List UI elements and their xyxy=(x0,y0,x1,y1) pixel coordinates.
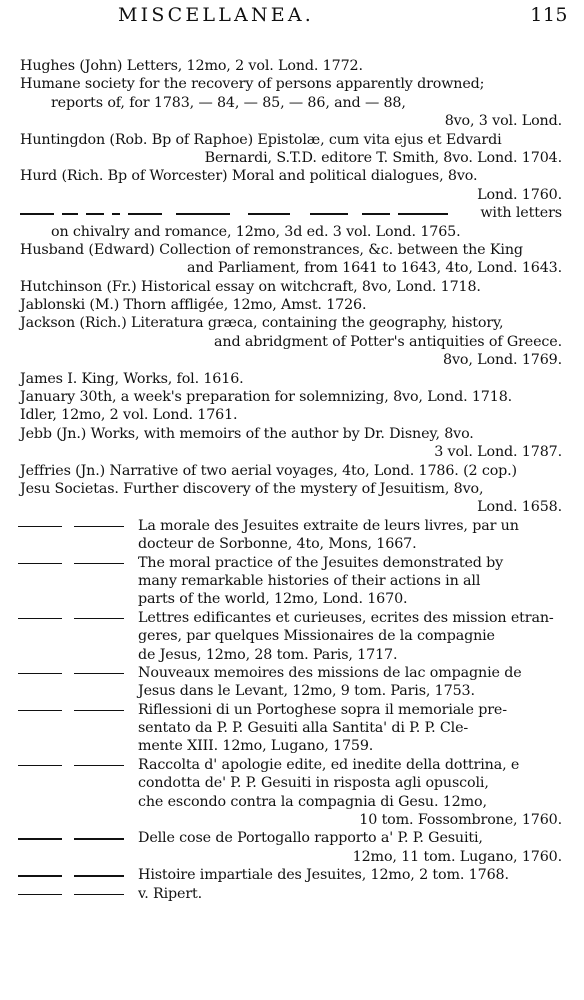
ditto-dash xyxy=(74,526,124,528)
entry-text: 3 vol. Lond. 1787. xyxy=(434,444,562,461)
ditto-dash xyxy=(86,213,104,215)
ditto-dash xyxy=(248,213,290,215)
index-line xyxy=(0,756,584,774)
ditto-dash xyxy=(74,838,124,840)
index-line xyxy=(0,682,584,700)
ditto-dash xyxy=(362,213,390,215)
index-line xyxy=(0,498,584,516)
index-line xyxy=(0,811,584,829)
entry-text: and abridgment of Potter's antiquities of Greece. xyxy=(214,333,562,350)
index-line xyxy=(0,259,584,277)
index-line xyxy=(0,370,584,388)
ditto-dash xyxy=(128,213,162,215)
entry-text: many remarkable histories of their actions in all xyxy=(138,572,481,589)
index-line xyxy=(0,885,584,903)
entry-text: Lond. 1760. xyxy=(477,186,562,203)
entry-text: Raccolta d' apologie edite, ed inedite della dottrina, e xyxy=(138,756,520,773)
index-line xyxy=(0,609,584,627)
entry-text: 10 tom. Fossombrone, 1760. xyxy=(359,812,562,829)
index-line xyxy=(0,793,584,811)
index-line xyxy=(0,57,584,75)
index-line xyxy=(0,774,584,792)
ditto-dash xyxy=(74,765,124,767)
index-line xyxy=(0,406,584,424)
index-line xyxy=(0,241,584,259)
ditto-dash xyxy=(18,875,62,877)
ditto-dash xyxy=(112,213,120,215)
entry-text: 12mo, 11 tom. Lugano, 1760. xyxy=(352,848,562,865)
entry-text: Histoire impartiale des Jesuites, 12mo, 2 tom. 1768. xyxy=(138,867,509,884)
entry-text: geres, par quelques Missionaires de la compagnie xyxy=(138,628,495,645)
ditto-dash xyxy=(74,563,124,565)
running-title: MISCELLANEA. xyxy=(118,4,314,26)
index-line xyxy=(0,425,584,443)
page-header xyxy=(0,6,584,36)
ditto-dash xyxy=(18,894,62,896)
index-line xyxy=(0,554,584,572)
ditto-dash xyxy=(74,710,124,712)
index-line xyxy=(0,75,584,93)
entry-text: Jackson (Rich.) Literatura græca, containing the geography, history, xyxy=(20,315,504,332)
index-line xyxy=(0,223,584,241)
ditto-dash xyxy=(18,838,62,840)
entry-text: Hutchinson (Fr.) Historical essay on witchcraft, 8vo, Lond. 1718. xyxy=(20,278,481,295)
ditto-dash xyxy=(74,875,124,877)
index-line xyxy=(0,351,584,369)
entry-text: Huntingdon (Rob. Bp of Raphoe) Epistolæ, cum vita ejus et Edvardi xyxy=(20,131,502,148)
index-line xyxy=(0,627,584,645)
entry-text: Nouveaux memoires des missions de lac ompagnie de xyxy=(138,664,522,681)
entry-text: James I. King, Works, fol. 1616. xyxy=(20,370,244,387)
index-line xyxy=(0,535,584,553)
page-number: 115 xyxy=(530,4,568,26)
entry-text: docteur de Sorbonne, 4to, Mons, 1667. xyxy=(138,536,417,553)
index-line xyxy=(0,829,584,847)
index-entries xyxy=(0,57,584,903)
index-line xyxy=(0,572,584,590)
entry-text: sentato da P. P. Gesuiti alla Santita' di P. P. Cle- xyxy=(138,720,469,737)
index-line xyxy=(0,848,584,866)
entry-text: on chivalry and romance, 12mo, 3d ed. 3 vol. Lond. 1765. xyxy=(51,223,461,240)
index-line xyxy=(0,278,584,296)
index-line xyxy=(0,866,584,884)
entry-text: and Parliament, from 1641 to 1643, 4to, Lond. 1643. xyxy=(187,260,562,277)
index-line xyxy=(0,388,584,406)
ditto-dash xyxy=(18,526,62,528)
index-line xyxy=(0,517,584,535)
ditto-dash xyxy=(74,618,124,620)
index-line xyxy=(0,94,584,112)
entry-text: Jebb (Jn.) Works, with memoirs of the author by Dr. Disney, 8vo. xyxy=(20,425,474,442)
entry-text: mente XIII. 12mo, Lugano, 1759. xyxy=(138,738,374,755)
index-line xyxy=(0,462,584,480)
entry-text: Idler, 12mo, 2 vol. Lond. 1761. xyxy=(20,407,238,424)
entry-text: Riflessioni di un Portoghese sopra il memoriale pre- xyxy=(138,701,507,718)
entry-text: Hurd (Rich. Bp of Worcester) Moral and political dialogues, 8vo. xyxy=(20,168,478,185)
index-line xyxy=(0,167,584,185)
entry-text: Lond. 1658. xyxy=(477,499,562,516)
ditto-dash xyxy=(74,894,124,896)
entry-text: Jesus dans le Levant, 12mo, 9 tom. Paris, 1753. xyxy=(138,683,475,700)
entry-text: 8vo, 3 vol. Lond. xyxy=(444,113,562,130)
index-line xyxy=(0,646,584,664)
entry-text: with letters xyxy=(480,205,562,222)
entry-text: Humane society for the recovery of persons apparently drowned; xyxy=(20,76,485,93)
index-line xyxy=(0,701,584,719)
entry-text: La morale des Jesuites extraite de leurs livres, par un xyxy=(138,517,519,534)
entry-text: de Jesus, 12mo, 28 tom. Paris, 1717. xyxy=(138,646,398,663)
ditto-dash xyxy=(62,213,78,215)
ditto-dash xyxy=(74,673,124,675)
index-line xyxy=(0,186,584,204)
entry-text: Jeffries (Jn.) Narrative of two aerial voyages, 4to, Lond. 1786. (2 cop.) xyxy=(20,462,517,479)
index-line xyxy=(0,664,584,682)
index-line xyxy=(0,443,584,461)
entry-text: January 30th, a week's preparation for solemnizing, 8vo, Lond. 1718. xyxy=(20,389,513,406)
ditto-dash xyxy=(20,213,54,215)
entry-text: Jablonski (M.) Thorn affligée, 12mo, Amst. 1726. xyxy=(20,297,367,314)
index-line xyxy=(0,112,584,130)
index-line xyxy=(0,149,584,167)
ditto-dash xyxy=(18,710,62,712)
entry-text: Jesu Societas. Further discovery of the mystery of Jesuitism, 8vo, xyxy=(20,480,484,497)
entry-text: Delle cose de Portogallo rapporto a' P. P. Gesuiti, xyxy=(138,830,483,847)
entry-text: reports of, for 1783, — 84, — 85, — 86, and — 88, xyxy=(51,94,406,111)
entry-text: Bernardi, S.T.D. editore T. Smith, 8vo. Lond. 1704. xyxy=(204,149,562,166)
ditto-dash xyxy=(18,563,62,565)
index-line xyxy=(0,737,584,755)
ditto-dash xyxy=(176,213,230,215)
index-line xyxy=(0,480,584,498)
ditto-dash xyxy=(18,673,62,675)
entry-text: che escondo contra la compagnia di Gesu. 12mo, xyxy=(138,793,487,810)
entry-text: The moral practice of the Jesuites demonstrated by xyxy=(138,554,504,571)
entry-text: v. Ripert. xyxy=(138,885,203,902)
index-line xyxy=(0,590,584,608)
index-line xyxy=(0,296,584,314)
index-line xyxy=(0,314,584,332)
entry-text: Lettres edificantes et curieuses, ecrites des mission etran- xyxy=(138,609,554,626)
index-line xyxy=(0,131,584,149)
index-line xyxy=(0,719,584,737)
ditto-dash xyxy=(18,618,62,620)
entry-text: parts of the world, 12mo, Lond. 1670. xyxy=(138,591,408,608)
index-line xyxy=(0,333,584,351)
entry-text: condotta de' P. P. Gesuiti in risposta agli opuscoli, xyxy=(138,775,489,792)
ditto-dash xyxy=(18,765,62,767)
entry-text: Husband (Edward) Collection of remonstrances, &c. between the King xyxy=(20,241,523,258)
index-line xyxy=(0,204,584,222)
ditto-dash xyxy=(398,213,448,215)
entry-text: 8vo, Lond. 1769. xyxy=(443,352,562,369)
entry-text: Hughes (John) Letters, 12mo, 2 vol. Lond. 1772. xyxy=(20,58,363,74)
ditto-dash xyxy=(310,213,348,215)
